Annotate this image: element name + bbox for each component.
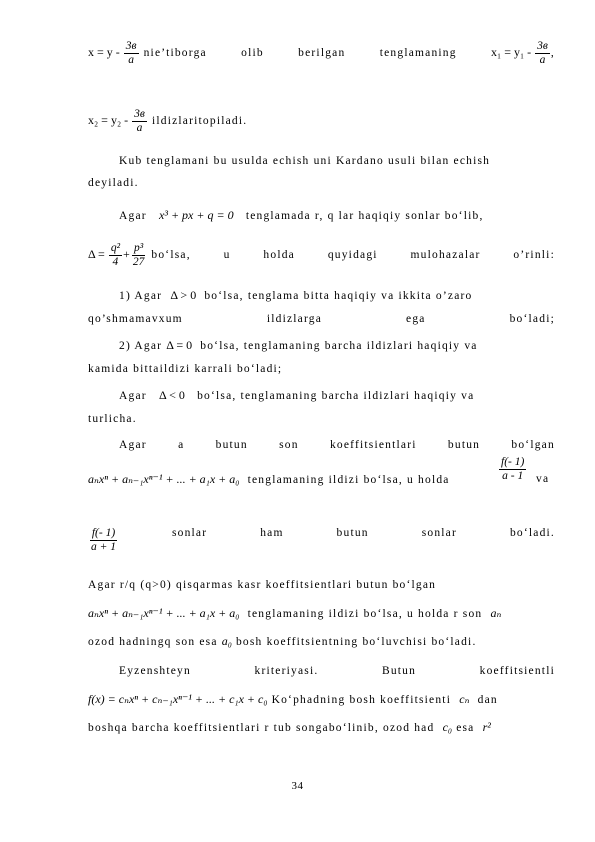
page-number: 34 xyxy=(291,780,304,792)
fraction-p3-27: $\frac{\text{p³}}{27}$ xyxy=(132,242,145,268)
polynomial-a-2: aₙxⁿ + aₙ₋₁xⁿ⁻¹ + ... + a₁x + a₀ xyxy=(88,606,240,620)
word-nietiborga: nie’tiborga xyxy=(143,47,207,60)
cond-delta-lt-0: Δ < 0 xyxy=(159,388,185,402)
paragraph-int-line2: aₙxⁿ + aₙ₋₁xⁿ⁻¹ + ... + a₁x + a₀ tenglamaning ildizi bo‘lsa, u holda $\frac{f(- 1)}{a - 1}$ va xyxy=(88,456,550,486)
eq-x: x = y - xyxy=(88,45,123,60)
case-1-line1: 1) Agar Δ > 0 bo‘lsa, tenglama bitta haqiqiy va ikkita o’zaro xyxy=(119,288,473,302)
fraction-3b-a-3: $\frac{3в}{a}$ xyxy=(134,108,145,134)
eisenstein-line2: f(x) = cₙxⁿ + cₙ₋₁xⁿ⁻¹ + ... + c₁x + c₀ Ko‘phadning bosh koeffitsienti cₙ dan xyxy=(88,692,498,706)
line-delta: Δ = $\frac{\text{q²}}{4}$ + $\frac{\text{p³}}{27}$ bo‘lsa, u holda quyidagi mulohazalar o’rinli: xyxy=(88,242,555,268)
fraction-3b-a: $\frac{3в}{a}$ xyxy=(125,40,137,66)
eisenstein-line3: boshqa barcha koeffitsientlari r tub songabo‘linib, ozod had c₀ esa r² xyxy=(88,720,491,734)
line-x2 xyxy=(88,108,555,135)
symbol-an: aₙ xyxy=(490,606,502,620)
polynomial-a: aₙxⁿ + aₙ₋₁xⁿ⁻¹ + ... + a₁x + a₀ xyxy=(88,472,240,486)
case-1-line2: qo’shmamavxum ildizlarga ega bo‘ladi; xyxy=(88,313,555,325)
case-2-line1: 2) Agar Δ = 0 bo‘lsa, tenglamaning barcha ildizlari haqiqiy va xyxy=(119,338,478,352)
delta-formula: Δ = $\frac{\text{q²}}{4}$ + $\frac{\text{p³}}{27}$ bo‘lsa, xyxy=(88,242,191,268)
word-berilgan: berilgan xyxy=(298,47,346,60)
eq-x2: x₂ = y₂ - xyxy=(88,113,132,128)
paragraph-int-line1: Agar a butun son koeffitsientlari butun bo‘lgan xyxy=(119,439,555,451)
case-2-line2: kamida bittaildizi karrali bo‘ladi; xyxy=(88,363,283,375)
symbol-r2: r² xyxy=(482,720,491,734)
case-3-line1: Agar Δ < 0 bo‘lsa, tenglamaning barcha ildizlari haqiqiy va xyxy=(119,388,475,402)
word-olib: olib xyxy=(241,47,264,60)
paragraph-kub-line1: Kub tenglamani bu usulda echish uni Kardano usuli bilan echish xyxy=(119,155,491,167)
eisenstein-line1: Eyzenshteyn kriteriyasi. Butun koeffitsientli xyxy=(119,665,555,677)
paragraph-kub-line2: deyiladi. xyxy=(88,177,139,189)
paragraph-int-line3: $\frac{f(- 1)}{a + 1}$ sonlar ham butun sonlar bo‘ladi. xyxy=(91,527,555,553)
eq-cubic: x³ + px + q = 0 xyxy=(159,208,234,222)
word-tenglamaning: tenglamaning xyxy=(379,47,457,60)
paragraph-rq-line3: ozod hadningq son esa a₀ bosh koeffitsientning bo‘luvchisi bo‘ladi. xyxy=(88,634,477,648)
line-cubic: Agar x³ + px + q = 0 tenglamada r, q lar haqiqiy sonlar bo‘lib, xyxy=(119,208,484,222)
substitution-x xyxy=(88,40,207,67)
paragraph-rq-line1: Agar r/q (q>0) qisqarmas kasr koeffitsientlari butun bo‘lgan xyxy=(88,579,437,591)
case-3-line2: turlicha. xyxy=(88,413,137,425)
line-substitution xyxy=(88,40,555,67)
fraction-3b-a-2: $\frac{3в}{a}$ xyxy=(537,40,548,66)
word-ildizlari: ildizlaritopiladi. xyxy=(151,115,248,128)
symbol-a0: a₀ xyxy=(221,634,232,648)
fraction-q2-4: $\frac{\text{q²}}{4}$ xyxy=(110,242,121,268)
fraction-f-minus1-a-minus1: $\frac{f(- 1)}{a - 1}$ xyxy=(501,456,525,482)
cond-delta-gt-0: Δ > 0 xyxy=(170,288,197,302)
polynomial-c: f(x) = cₙxⁿ + cₙ₋₁xⁿ⁻¹ + ... + c₁x + c₀ xyxy=(88,692,268,706)
symbol-c0: c₀ xyxy=(442,720,453,734)
eq-x1: x₁ = y₁ - xyxy=(491,45,535,60)
symbol-cn: cₙ xyxy=(459,692,470,706)
paragraph-rq-line2: aₙxⁿ + aₙ₋₁xⁿ⁻¹ + ... + a₁x + a₀ tenglamaning ildizi bo‘lsa, u holda r son aₙ xyxy=(88,606,502,620)
cond-delta-eq-0: Δ = 0 xyxy=(166,338,193,352)
substitution-x1: x₁ = y₁ - $\frac{3в}{a}$ , xyxy=(491,40,555,66)
fraction-f-minus1-a-plus1: $\frac{f(- 1)}{a + 1}$ xyxy=(91,527,117,553)
